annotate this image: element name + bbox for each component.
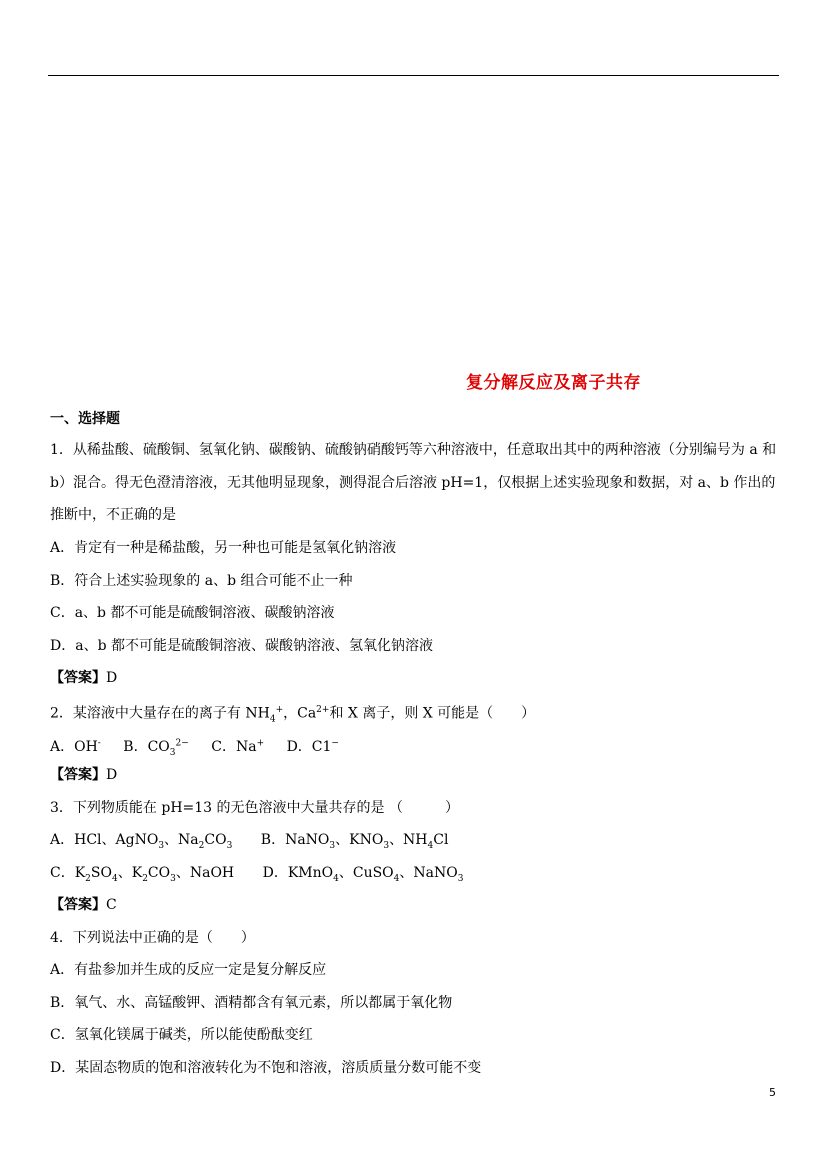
q2-stem <box>50 700 535 729</box>
q3-option-c: C．$K_2SO_4$、$K_2CO_3$、NaOH <box>50 865 235 884</box>
q4-option-b: B．氧气、水、高锰酸钾、酒精都含有氧元素，所以都属于氧化物 <box>50 995 453 1011</box>
section-heading: 一、选择题 <box>50 411 120 427</box>
q4-stem: 4．下列说法中正确的是（ ） <box>50 930 255 946</box>
superscript: 2+ <box>316 705 330 715</box>
q2-answer <box>50 765 117 785</box>
q1-option-a: A．肯定有一种是稀盐酸，另一种也可能是氢氧化钠溶液 <box>50 540 397 556</box>
answer-label: 【答案】 <box>50 670 106 686</box>
q3-options-cd <box>50 863 463 889</box>
q1-answer <box>50 668 117 688</box>
q2-option-c: C．Na+ <box>211 738 265 755</box>
q3-option-a: A．HCl、AgNO$_3$、$Na_2CO_3$ <box>50 832 233 851</box>
answer-label: 【答案】 <box>50 897 106 913</box>
answer-value: D <box>106 767 118 783</box>
q2-option-a: A．OH- <box>50 738 101 755</box>
q3-stem: 3．下列物质能在 pH=13 的无色溶液中大量共存的是 （ ） <box>50 800 459 816</box>
q3-option-b: B．NaNO$_3$、$KNO_3$、$NH_4Cl$ <box>260 832 449 851</box>
q2-stem-text: 2．某溶液中大量存在的离子有 NH <box>50 705 270 722</box>
q2-stem-text: 和 X 离子，则 X 可能是（ ） <box>329 705 536 722</box>
q2-option-b: B．$CO_3^{2-}$ <box>123 738 189 758</box>
q1-stem: 1．从稀盐酸、硫酸铜、氢氧化钠、碳酸钠、硫酸钠硝酸钙等六种溶液中，任意取出其中的两种溶液（分别编号为 a 和b）混合。得无色澄清溶液，无其他明显现象，测得混合后溶液 pH=1，仅根据上述实验现象和数据，对 a、b 作出的推断中，不正确的是 <box>50 442 777 523</box>
q2-stem-text: ，Ca <box>283 705 317 722</box>
q3-answer <box>50 895 117 915</box>
q3-options-ab <box>50 830 448 856</box>
q2-option-d: D．C1− <box>286 738 339 755</box>
q3-option-d: D．KMnO$_4$、CuSO$_4$、NaNO$_3$ <box>262 865 464 884</box>
answer-value: D <box>106 670 118 686</box>
page-number: 5 <box>769 1086 776 1099</box>
q4-option-d: D．某固态物质的饱和溶液转化为不饱和溶液，溶质质量分数可能不变 <box>50 1060 482 1076</box>
answer-label: 【答案】 <box>50 767 106 783</box>
page-title: 复分解反应及离子共存 <box>466 373 641 393</box>
q4-option-a: A．有盐参加并生成的反应一定是复分解反应 <box>50 962 327 978</box>
q4-option-c: C．氢氧化镁属于碱类，所以能使酚酞变红 <box>50 1027 313 1043</box>
q1-option-c: C．a、b 都不可能是硫酸铜溶液、碳酸钠溶液 <box>50 605 335 621</box>
superscript: + <box>275 705 284 715</box>
q1-option-b: B．符合上述实验现象的 a、b 组合可能不止一种 <box>50 573 353 589</box>
answer-value: C <box>106 897 117 913</box>
subscript: 4 <box>269 714 276 725</box>
q2-options <box>50 733 339 762</box>
header-rule <box>48 75 779 76</box>
q1-option-d: D．a、b 都不可能是硫酸铜溶液、碳酸钠溶液、氢氧化钠溶液 <box>50 638 433 654</box>
